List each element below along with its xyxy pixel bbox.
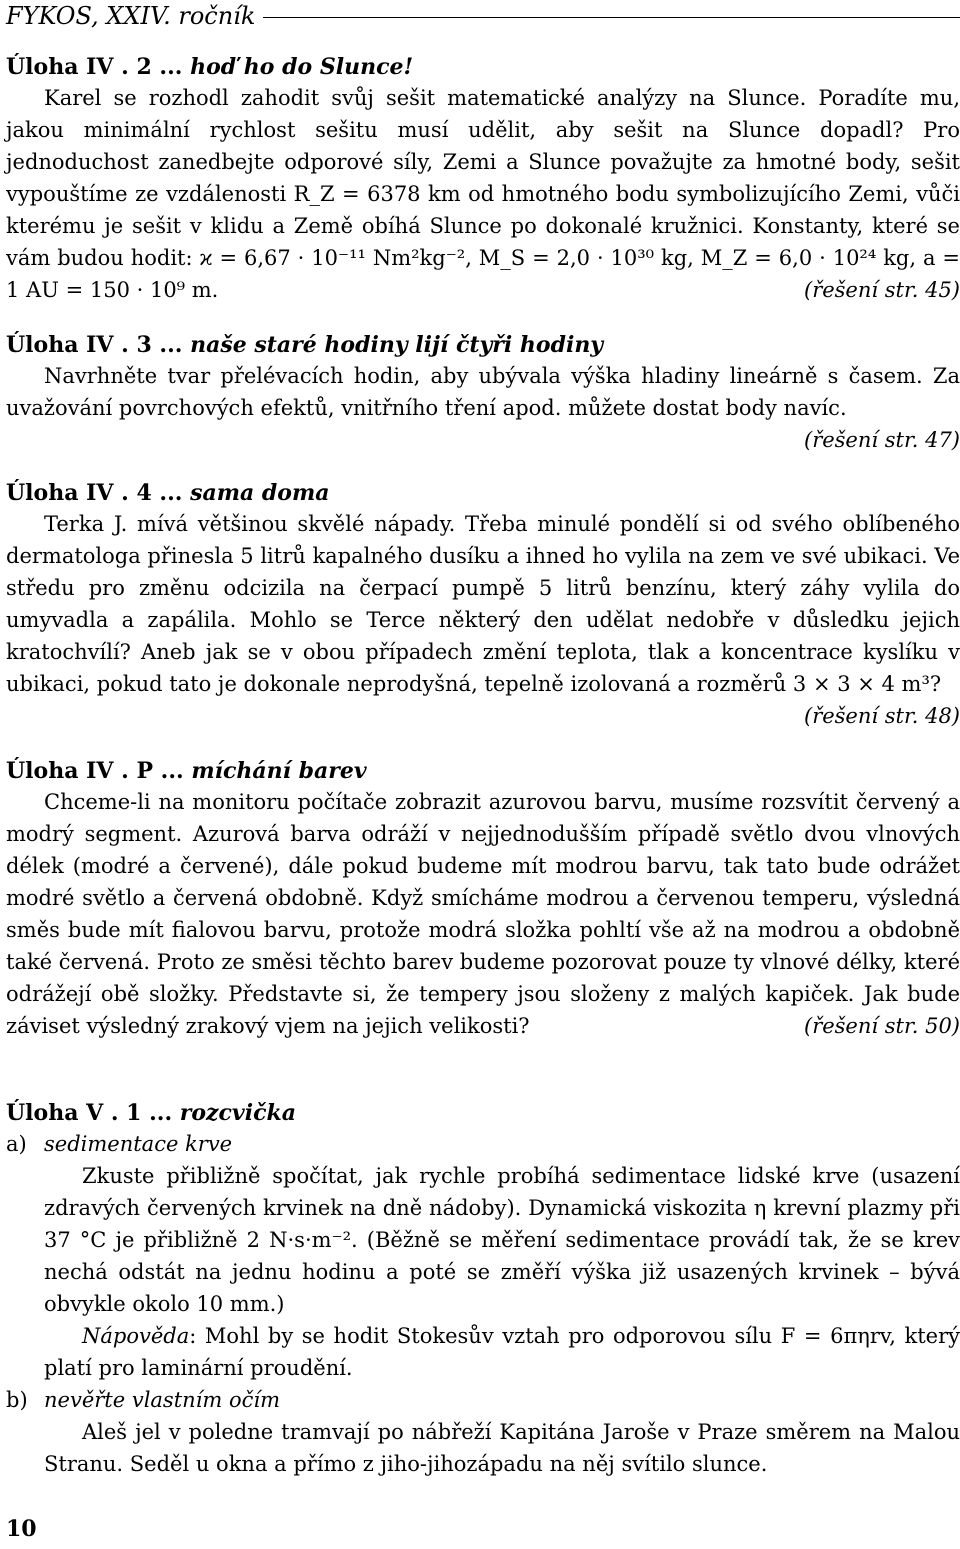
task-iv-p: [6, 756, 960, 1042]
page-number: 10: [6, 1516, 37, 1542]
task-iv-3: [6, 330, 960, 456]
task-iv-2: [6, 52, 960, 306]
solution-ref: (řešení str. 50): [804, 1014, 960, 1038]
solution-ref: (řešení str. 45): [804, 278, 960, 302]
header-rule: [263, 17, 960, 18]
subtask-title: sedimentace krve: [44, 1132, 233, 1156]
subtask-a: [6, 1128, 960, 1384]
solution-ref: (řešení str. 48): [804, 704, 960, 728]
running-header: [6, 0, 960, 32]
task-text: Karel se rozhodl zahodit svůj sešit matematické analýzy na Slunce. Poradíte mu, jakou minimální rychlost sešitu musí udělit, aby sešit na Slunce dopadl? Pro jednoduchost zanedbejte odporové síly, Zemi a Slunce považujte za hmotné body, sešit vypouštíme ze vzdálenosti R_Z = 6378 km od hmotného bodu symbolizujícího Zemi, vůči kterému je sešit v klidu a Země obíhá Slunce po dokonalé kružnici. Konstanty, které se vám budou hodit: ϰ = 6,67 · 10⁻¹¹ Nm²kg⁻², M_S = 2,0 · 10³⁰ kg, M_Z = 6,0 · 10²⁴ kg, a = 1 AU = 150 · 10⁹ m. (řešení str. 45): [6, 82, 960, 306]
subtask-label: a): [6, 1132, 27, 1156]
task-heading: Úloha IV . 4 ... sama doma: [6, 480, 330, 506]
solution-ref: (řešení str. 47): [804, 428, 960, 452]
header-title: FYKOS, XXIV. ročník: [6, 2, 256, 30]
subtask-title: nevěřte vlastním očím: [44, 1388, 281, 1412]
solution-ref-line: [6, 424, 960, 456]
subtask-text: Zkuste přibližně spočítat, jak rychle probíhá sedimentace lidské krve (usazení zdravých červených krvinek na dně nádoby). Dynamická viskozita η krevní plazmy při 37 °C je přibližně 2 N·s·m⁻². (Běžně se měření sedimentace provádí tak, že se krev nechá odstát na jednu hodinu a poté se změří výška již usazených krvinek – bývá obvykle okolo 10 mm.): [44, 1164, 960, 1316]
task-iv-4: [6, 478, 960, 732]
subtask-hint: Nápověda: Mohl by se hodit Stokesův vztah pro odporovou sílu F = 6πηrv, který platí pro laminární proudění.: [44, 1324, 960, 1380]
task-heading: Úloha IV . P ... míchání barev: [6, 758, 367, 784]
task-v-1: [6, 1098, 960, 1480]
task-heading: Úloha V . 1 ... rozcvička: [6, 1100, 296, 1126]
subtask-text: Aleš jel v poledne tramvají po nábřeží Kapitána Jaroše v Praze směrem na Malou Stranu. Seděl u okna a přímo z jiho-jihozápadu na něj svítilo slunce.: [44, 1420, 960, 1476]
subtask-b: [6, 1384, 960, 1480]
subtask-label: b): [6, 1388, 28, 1412]
task-heading: Úloha IV . 2 ... hoď ho do Slunce!: [6, 54, 414, 80]
task-text: Navrhněte tvar přelévacích hodin, aby ubývala výška hladiny lineárně s časem. Za uvažování povrchových efektů, vnitřního tření apod. můžete dostat body navíc.: [6, 364, 960, 420]
task-text: Terka J. mívá většinou skvělé nápady. Třeba minulé pondělí si od svého oblíbeného dermatologa přinesla 5 litrů kapalného dusíku a ihned ho vylila na zem ve své ubikaci. Ve středu pro změnu odcizila na čerpací pumpě 5 litrů benzínu, který záhy vylila do umyvadla a zapálila. Mohlo se Terce některý den udělat nedobře v důsledku jejich kratochvílí? Aneb jak se v obou případech změní teplota, tlak a koncentrace kyslíku v ubikaci, pokud tato je dokonale neprodyšná, tepelně izolovaná a rozměrů 3 × 3 × 4 m³? (řešení str. 48): [6, 508, 960, 700]
task-heading: Úloha IV . 3 ... naše staré hodiny lijí čtyři hodiny: [6, 332, 604, 358]
task-text: Chceme-li na monitoru počítače zobrazit azurovou barvu, musíme rozsvítit červený a modrý segment. Azurová barva odráží v nejjednodušším případě světlo dvou vlnových délek (modré a červené), dále pokud budeme mít modrou barvu, tak tato bude odrážet modré světlo a červená obdobně. Když smícháme modrou a červenou temperu, výsledná směs bude mít fialovou barvu, protože modrá složka pohltí vše až na modrou a obdobně také červená. Proto ze směsi těchto barev budeme pozorovat pouze ty vlnové délky, které odrážejí obě složky. Představte si, že tempery jsou složeny z malých kapiček. Jak bude záviset výsledný zrakový vjem na jejich velikosti? (řešení str. 50): [6, 786, 960, 1042]
